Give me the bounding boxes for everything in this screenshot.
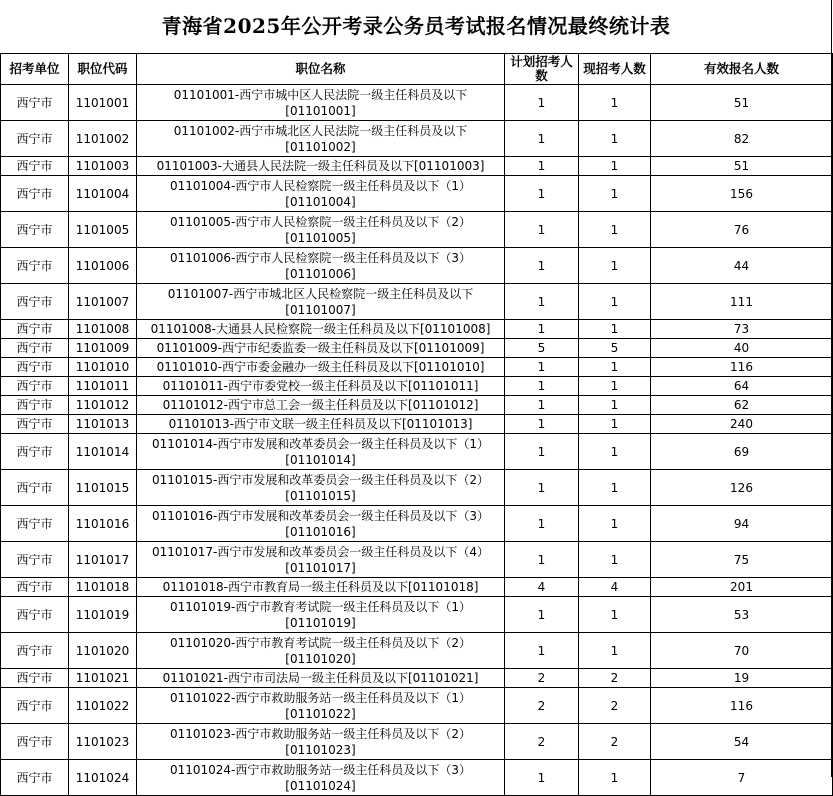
cell-code: 1101017 bbox=[69, 542, 137, 578]
cell-code: 1101010 bbox=[69, 358, 137, 377]
registration-table bbox=[0, 53, 833, 796]
cell-position-name: 01101022-西宁市救助服务站一级主任科员及以下（1）[01101022] bbox=[137, 688, 505, 724]
cell-unit: 西宁市 bbox=[1, 157, 69, 176]
cell-unit: 西宁市 bbox=[1, 434, 69, 470]
table-body bbox=[1, 85, 833, 796]
cell-code: 1101021 bbox=[69, 669, 137, 688]
cell-current-count: 1 bbox=[579, 506, 651, 542]
cell-plan-count: 1 bbox=[505, 176, 579, 212]
right-border bbox=[831, 0, 832, 777]
cell-valid-registrations: 53 bbox=[651, 597, 833, 633]
cell-valid-registrations: 54 bbox=[651, 724, 833, 760]
cell-valid-registrations: 62 bbox=[651, 396, 833, 415]
cell-plan-count: 1 bbox=[505, 284, 579, 320]
cell-valid-registrations: 69 bbox=[651, 434, 833, 470]
cell-unit: 西宁市 bbox=[1, 688, 69, 724]
cell-current-count: 1 bbox=[579, 176, 651, 212]
cell-position-name: 01101008-大通县人民检察院一级主任科员及以下[01101008] bbox=[137, 320, 505, 339]
table-row bbox=[1, 415, 833, 434]
cell-position-name: 01101012-西宁市总工会一级主任科员及以下[01101012] bbox=[137, 396, 505, 415]
cell-plan-count: 2 bbox=[505, 724, 579, 760]
table-row bbox=[1, 320, 833, 339]
cell-position-name: 01101004-西宁市人民检察院一级主任科员及以下（1）[01101004] bbox=[137, 176, 505, 212]
header-row bbox=[1, 54, 833, 85]
cell-plan-count: 1 bbox=[505, 377, 579, 396]
cell-plan-count: 1 bbox=[505, 121, 579, 157]
cell-unit: 西宁市 bbox=[1, 320, 69, 339]
table-row bbox=[1, 121, 833, 157]
cell-plan-count: 1 bbox=[505, 542, 579, 578]
table-row bbox=[1, 339, 833, 358]
cell-unit: 西宁市 bbox=[1, 633, 69, 669]
table-row bbox=[1, 542, 833, 578]
cell-position-name: 01101019-西宁市教育考试院一级主任科员及以下（1）[01101019] bbox=[137, 597, 505, 633]
table-row bbox=[1, 470, 833, 506]
cell-valid-registrations: 51 bbox=[651, 85, 833, 121]
cell-current-count: 1 bbox=[579, 434, 651, 470]
table-row bbox=[1, 358, 833, 377]
cell-valid-registrations: 44 bbox=[651, 248, 833, 284]
cell-position-name: 01101020-西宁市教育考试院一级主任科员及以下（2）[01101020] bbox=[137, 633, 505, 669]
cell-current-count: 1 bbox=[579, 248, 651, 284]
cell-position-name: 01101011-西宁市委党校一级主任科员及以下[01101011] bbox=[137, 377, 505, 396]
cell-position-name: 01101005-西宁市人民检察院一级主任科员及以下（2）[01101005] bbox=[137, 212, 505, 248]
cell-code: 1101015 bbox=[69, 470, 137, 506]
cell-valid-registrations: 201 bbox=[651, 578, 833, 597]
cell-valid-registrations: 75 bbox=[651, 542, 833, 578]
cell-valid-registrations: 64 bbox=[651, 377, 833, 396]
cell-code: 1101002 bbox=[69, 121, 137, 157]
table-row bbox=[1, 176, 833, 212]
cell-unit: 西宁市 bbox=[1, 85, 69, 121]
cell-code: 1101004 bbox=[69, 176, 137, 212]
cell-code: 1101016 bbox=[69, 506, 137, 542]
cell-code: 1101007 bbox=[69, 284, 137, 320]
header-code: 职位代码 bbox=[69, 54, 137, 85]
cell-plan-count: 1 bbox=[505, 212, 579, 248]
cell-current-count: 1 bbox=[579, 396, 651, 415]
cell-plan-count: 1 bbox=[505, 506, 579, 542]
cell-current-count: 1 bbox=[579, 415, 651, 434]
cell-current-count: 5 bbox=[579, 339, 651, 358]
cell-valid-registrations: 116 bbox=[651, 358, 833, 377]
cell-code: 1101008 bbox=[69, 320, 137, 339]
cell-code: 1101020 bbox=[69, 633, 137, 669]
table-row bbox=[1, 396, 833, 415]
table-row bbox=[1, 212, 833, 248]
cell-plan-count: 1 bbox=[505, 434, 579, 470]
cell-unit: 西宁市 bbox=[1, 470, 69, 506]
cell-current-count: 1 bbox=[579, 284, 651, 320]
cell-code: 1101011 bbox=[69, 377, 137, 396]
cell-unit: 西宁市 bbox=[1, 121, 69, 157]
cell-code: 1101001 bbox=[69, 85, 137, 121]
cell-current-count: 1 bbox=[579, 85, 651, 121]
cell-unit: 西宁市 bbox=[1, 377, 69, 396]
cell-position-name: 01101017-西宁市发展和改革委员会一级主任科员及以下（4）[01101017] bbox=[137, 542, 505, 578]
cell-current-count: 1 bbox=[579, 121, 651, 157]
cell-plan-count: 1 bbox=[505, 597, 579, 633]
cell-unit: 西宁市 bbox=[1, 176, 69, 212]
header-name: 职位名称 bbox=[137, 54, 505, 85]
cell-valid-registrations: 70 bbox=[651, 633, 833, 669]
cell-valid-registrations: 156 bbox=[651, 176, 833, 212]
cell-plan-count: 1 bbox=[505, 415, 579, 434]
cell-plan-count: 1 bbox=[505, 320, 579, 339]
cell-valid-registrations: 19 bbox=[651, 669, 833, 688]
cell-plan-count: 1 bbox=[505, 396, 579, 415]
cell-code: 1101009 bbox=[69, 339, 137, 358]
cell-current-count: 1 bbox=[579, 470, 651, 506]
table-row bbox=[1, 284, 833, 320]
table-row bbox=[1, 578, 833, 597]
cell-plan-count: 1 bbox=[505, 470, 579, 506]
cell-valid-registrations: 240 bbox=[651, 415, 833, 434]
cell-position-name: 01101010-西宁市委金融办一级主任科员及以下[01101010] bbox=[137, 358, 505, 377]
cell-code: 1101018 bbox=[69, 578, 137, 597]
cell-plan-count: 1 bbox=[505, 358, 579, 377]
cell-plan-count: 1 bbox=[505, 760, 579, 796]
cell-position-name: 01101009-西宁市纪委监委一级主任科员及以下[01101009] bbox=[137, 339, 505, 358]
table-row bbox=[1, 434, 833, 470]
table-row bbox=[1, 760, 833, 796]
header-plan: 计划招考人数 bbox=[505, 54, 579, 85]
cell-current-count: 2 bbox=[579, 669, 651, 688]
cell-code: 1101013 bbox=[69, 415, 137, 434]
cell-unit: 西宁市 bbox=[1, 339, 69, 358]
cell-code: 1101023 bbox=[69, 724, 137, 760]
cell-plan-count: 4 bbox=[505, 578, 579, 597]
cell-plan-count: 5 bbox=[505, 339, 579, 358]
cell-code: 1101012 bbox=[69, 396, 137, 415]
table-row bbox=[1, 157, 833, 176]
cell-unit: 西宁市 bbox=[1, 248, 69, 284]
cell-unit: 西宁市 bbox=[1, 669, 69, 688]
cell-code: 1101022 bbox=[69, 688, 137, 724]
cell-current-count: 2 bbox=[579, 688, 651, 724]
cell-unit: 西宁市 bbox=[1, 542, 69, 578]
table-row bbox=[1, 633, 833, 669]
cell-position-name: 01101015-西宁市发展和改革委员会一级主任科员及以下（2）[01101015] bbox=[137, 470, 505, 506]
cell-unit: 西宁市 bbox=[1, 724, 69, 760]
cell-position-name: 01101003-大通县人民法院一级主任科员及以下[01101003] bbox=[137, 157, 505, 176]
cell-code: 1101019 bbox=[69, 597, 137, 633]
cell-current-count: 1 bbox=[579, 597, 651, 633]
header-valid: 有效报名人数 bbox=[651, 54, 833, 85]
cell-unit: 西宁市 bbox=[1, 396, 69, 415]
cell-valid-registrations: 116 bbox=[651, 688, 833, 724]
cell-valid-registrations: 7 bbox=[651, 760, 833, 796]
cell-position-name: 01101006-西宁市人民检察院一级主任科员及以下（3）[01101006] bbox=[137, 248, 505, 284]
cell-plan-count: 1 bbox=[505, 248, 579, 284]
cell-valid-registrations: 94 bbox=[651, 506, 833, 542]
cell-position-name: 01101013-西宁市文联一级主任科员及以下[01101013] bbox=[137, 415, 505, 434]
cell-code: 1101024 bbox=[69, 760, 137, 796]
cell-valid-registrations: 73 bbox=[651, 320, 833, 339]
cell-current-count: 1 bbox=[579, 320, 651, 339]
cell-position-name: 01101001-西宁市城中区人民法院一级主任科员及以下[01101001] bbox=[137, 85, 505, 121]
cell-unit: 西宁市 bbox=[1, 415, 69, 434]
cell-plan-count: 2 bbox=[505, 688, 579, 724]
cell-current-count: 1 bbox=[579, 358, 651, 377]
cell-current-count: 1 bbox=[579, 760, 651, 796]
cell-plan-count: 1 bbox=[505, 633, 579, 669]
cell-unit: 西宁市 bbox=[1, 578, 69, 597]
cell-unit: 西宁市 bbox=[1, 597, 69, 633]
cell-code: 1101003 bbox=[69, 157, 137, 176]
table-row bbox=[1, 506, 833, 542]
header-current: 现招考人数 bbox=[579, 54, 651, 85]
table-row bbox=[1, 377, 833, 396]
header-unit: 招考单位 bbox=[1, 54, 69, 85]
cell-plan-count: 1 bbox=[505, 85, 579, 121]
cell-position-name: 01101023-西宁市救助服务站一级主任科员及以下（2）[01101023] bbox=[137, 724, 505, 760]
cell-position-name: 01101016-西宁市发展和改革委员会一级主任科员及以下（3）[01101016] bbox=[137, 506, 505, 542]
cell-position-name: 01101002-西宁市城北区人民法院一级主任科员及以下[01101002] bbox=[137, 121, 505, 157]
cell-current-count: 1 bbox=[579, 157, 651, 176]
cell-plan-count: 1 bbox=[505, 157, 579, 176]
table-row bbox=[1, 669, 833, 688]
table-row bbox=[1, 248, 833, 284]
cell-code: 1101006 bbox=[69, 248, 137, 284]
cell-position-name: 01101018-西宁市教育局一级主任科员及以下[01101018] bbox=[137, 578, 505, 597]
cell-position-name: 01101021-西宁市司法局一级主任科员及以下[01101021] bbox=[137, 669, 505, 688]
table-row bbox=[1, 85, 833, 121]
cell-current-count: 4 bbox=[579, 578, 651, 597]
cell-plan-count: 2 bbox=[505, 669, 579, 688]
cell-current-count: 1 bbox=[579, 377, 651, 396]
table-row bbox=[1, 688, 833, 724]
page-title: 青海省2025年公开考录公务员考试报名情况最终统计表 bbox=[161, 14, 671, 38]
cell-current-count: 1 bbox=[579, 212, 651, 248]
cell-current-count: 2 bbox=[579, 724, 651, 760]
cell-code: 1101005 bbox=[69, 212, 137, 248]
cell-valid-registrations: 40 bbox=[651, 339, 833, 358]
cell-position-name: 01101024-西宁市救助服务站一级主任科员及以下（3）[01101024] bbox=[137, 760, 505, 796]
cell-unit: 西宁市 bbox=[1, 760, 69, 796]
cell-current-count: 1 bbox=[579, 633, 651, 669]
cell-valid-registrations: 51 bbox=[651, 157, 833, 176]
cell-unit: 西宁市 bbox=[1, 284, 69, 320]
cell-position-name: 01101007-西宁市城北区人民检察院一级主任科员及以下[01101007] bbox=[137, 284, 505, 320]
cell-unit: 西宁市 bbox=[1, 212, 69, 248]
cell-valid-registrations: 126 bbox=[651, 470, 833, 506]
cell-valid-registrations: 76 bbox=[651, 212, 833, 248]
cell-valid-registrations: 111 bbox=[651, 284, 833, 320]
cell-valid-registrations: 82 bbox=[651, 121, 833, 157]
cell-unit: 西宁市 bbox=[1, 506, 69, 542]
table-row bbox=[1, 597, 833, 633]
cell-position-name: 01101014-西宁市发展和改革委员会一级主任科员及以下（1）[01101014] bbox=[137, 434, 505, 470]
cell-code: 1101014 bbox=[69, 434, 137, 470]
cell-current-count: 1 bbox=[579, 542, 651, 578]
table-row bbox=[1, 724, 833, 760]
cell-unit: 西宁市 bbox=[1, 358, 69, 377]
